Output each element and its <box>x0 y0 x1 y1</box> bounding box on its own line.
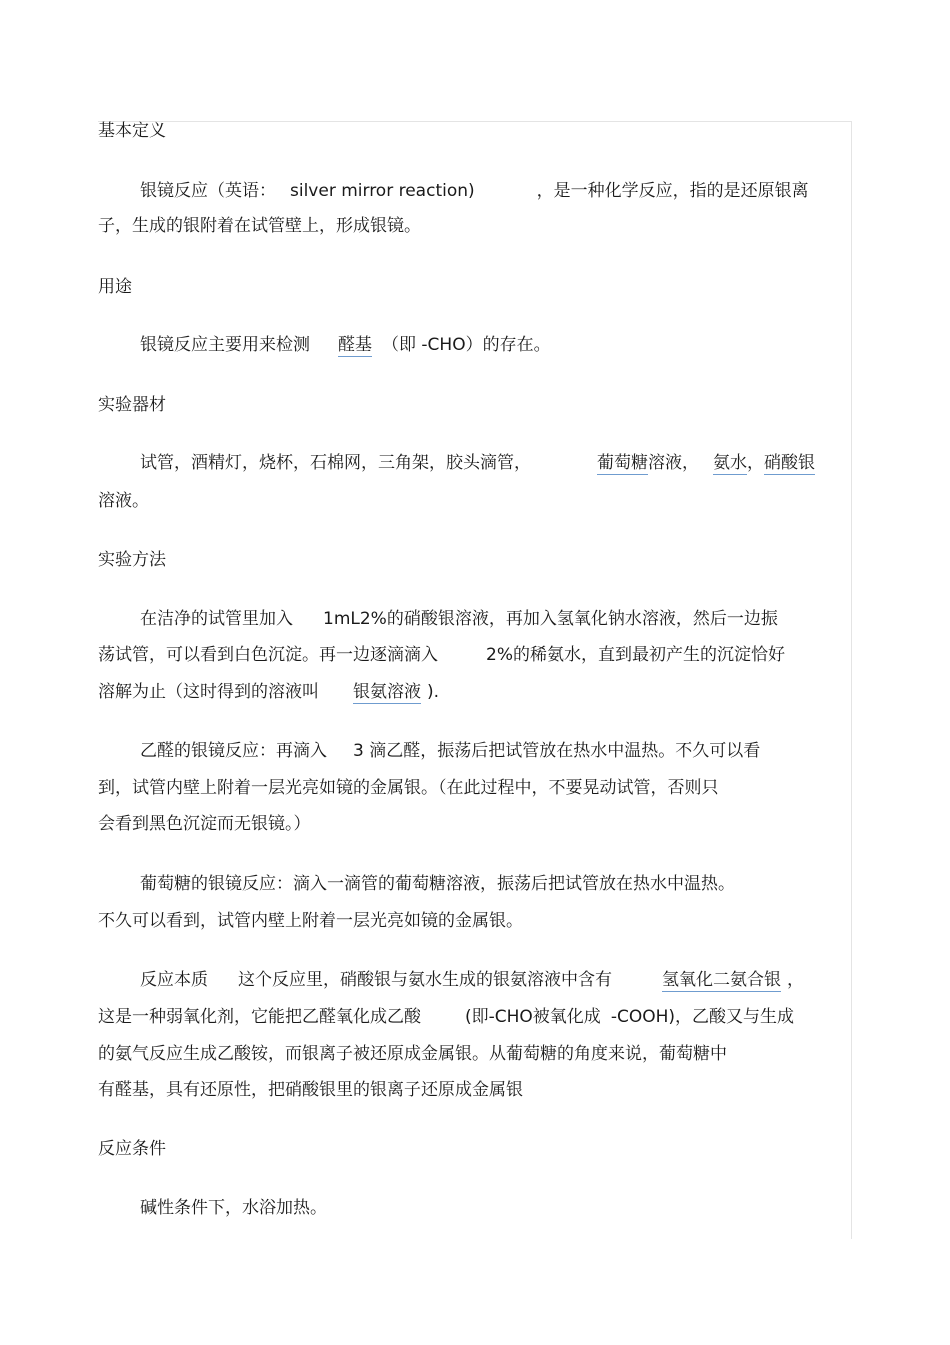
materials-line-1: 试管，酒精灯，烧杯，石棉网，三角架，胶头滴管， 葡萄糖溶液， 氨水，硝酸银 <box>140 453 815 473</box>
glucose-line-1: 葡萄糖的银镜反应：滴入一滴管的葡萄糖溶液，振荡后把试管放在热水中温热。 <box>140 874 735 894</box>
method-line-1: 在洁净的试管里加入 1mL2%的硝酸银溶液，再加入氢氧化钠水溶液，然后一边振 <box>140 609 778 629</box>
glucose-line-2: 不久可以看到，试管内壁上附着一层光亮如镜的金属银。 <box>98 911 523 931</box>
method-line-2: 荡试管，可以看到白色沉淀。再一边逐滴滴入 2%的稀氨水，直到最初产生的沉淀恰好 <box>98 645 785 665</box>
link-silver-ammonia-solution[interactable]: 银氨溶液 <box>353 682 421 702</box>
essence-line-3: 的氨气反应生成乙酸铵，而银离子被还原成金属银。从葡萄糖的角度来说，葡萄糖中 <box>98 1044 727 1064</box>
section-title-materials: 实验器材 <box>98 395 166 415</box>
usage-line-1: 银镜反应主要用来检测 醛基 （即 -CHO）的存在。 <box>140 335 551 355</box>
definition-line-2: 子，生成的银附着在试管壁上，形成银镜。 <box>98 216 421 236</box>
link-aldehyde-group[interactable]: 醛基 <box>338 335 372 355</box>
section-title-definition: 基本定义 <box>98 121 166 141</box>
link-ammonia[interactable]: 氨水 <box>713 453 747 473</box>
conditions-line-1: 碱性条件下，水浴加热。 <box>140 1198 327 1218</box>
link-diamminesilver-hydroxide[interactable]: 氢氧化二氨合银 <box>662 970 781 990</box>
acetaldehyde-line-1: 乙醛的银镜反应：再滴入 3 滴乙醛，振荡后把试管放在热水中温热。不久可以看 <box>140 741 761 761</box>
method-line-3: 溶解为止（这时得到的溶液叫 银氨溶液 ). <box>98 682 440 702</box>
essence-line-4: 有醛基，具有还原性，把硝酸银里的银离子还原成金属银 <box>98 1080 523 1100</box>
section-title-method: 实验方法 <box>98 550 166 570</box>
link-silver-nitrate[interactable]: 硝酸银 <box>764 453 815 473</box>
page-border <box>98 121 852 1239</box>
essence-line-2: 这是一种弱氧化剂，它能把乙醛氧化成乙酸 (即-CHO被氧化成 -COOH)，乙酸又与生成 <box>98 1007 794 1027</box>
section-title-conditions: 反应条件 <box>98 1139 166 1159</box>
section-title-usage: 用途 <box>98 277 132 297</box>
acetaldehyde-line-2: 到，试管内壁上附着一层光亮如镜的金属银。（在此过程中，不要晃动试管，否则只 <box>98 778 719 798</box>
link-glucose[interactable]: 葡萄糖 <box>597 453 648 473</box>
materials-line-2: 溶液。 <box>98 491 149 511</box>
essence-line-1: 反应本质 这个反应里，硝酸银与氨水生成的银氨溶液中含有 氢氧化二氨合银 ， <box>140 970 804 990</box>
definition-line-1: 银镜反应（英语： silver mirror reaction) ，是一种化学反应，指的是还原银离 <box>140 181 809 201</box>
acetaldehyde-line-3: 会看到黑色沉淀而无银镜。） <box>98 814 311 834</box>
